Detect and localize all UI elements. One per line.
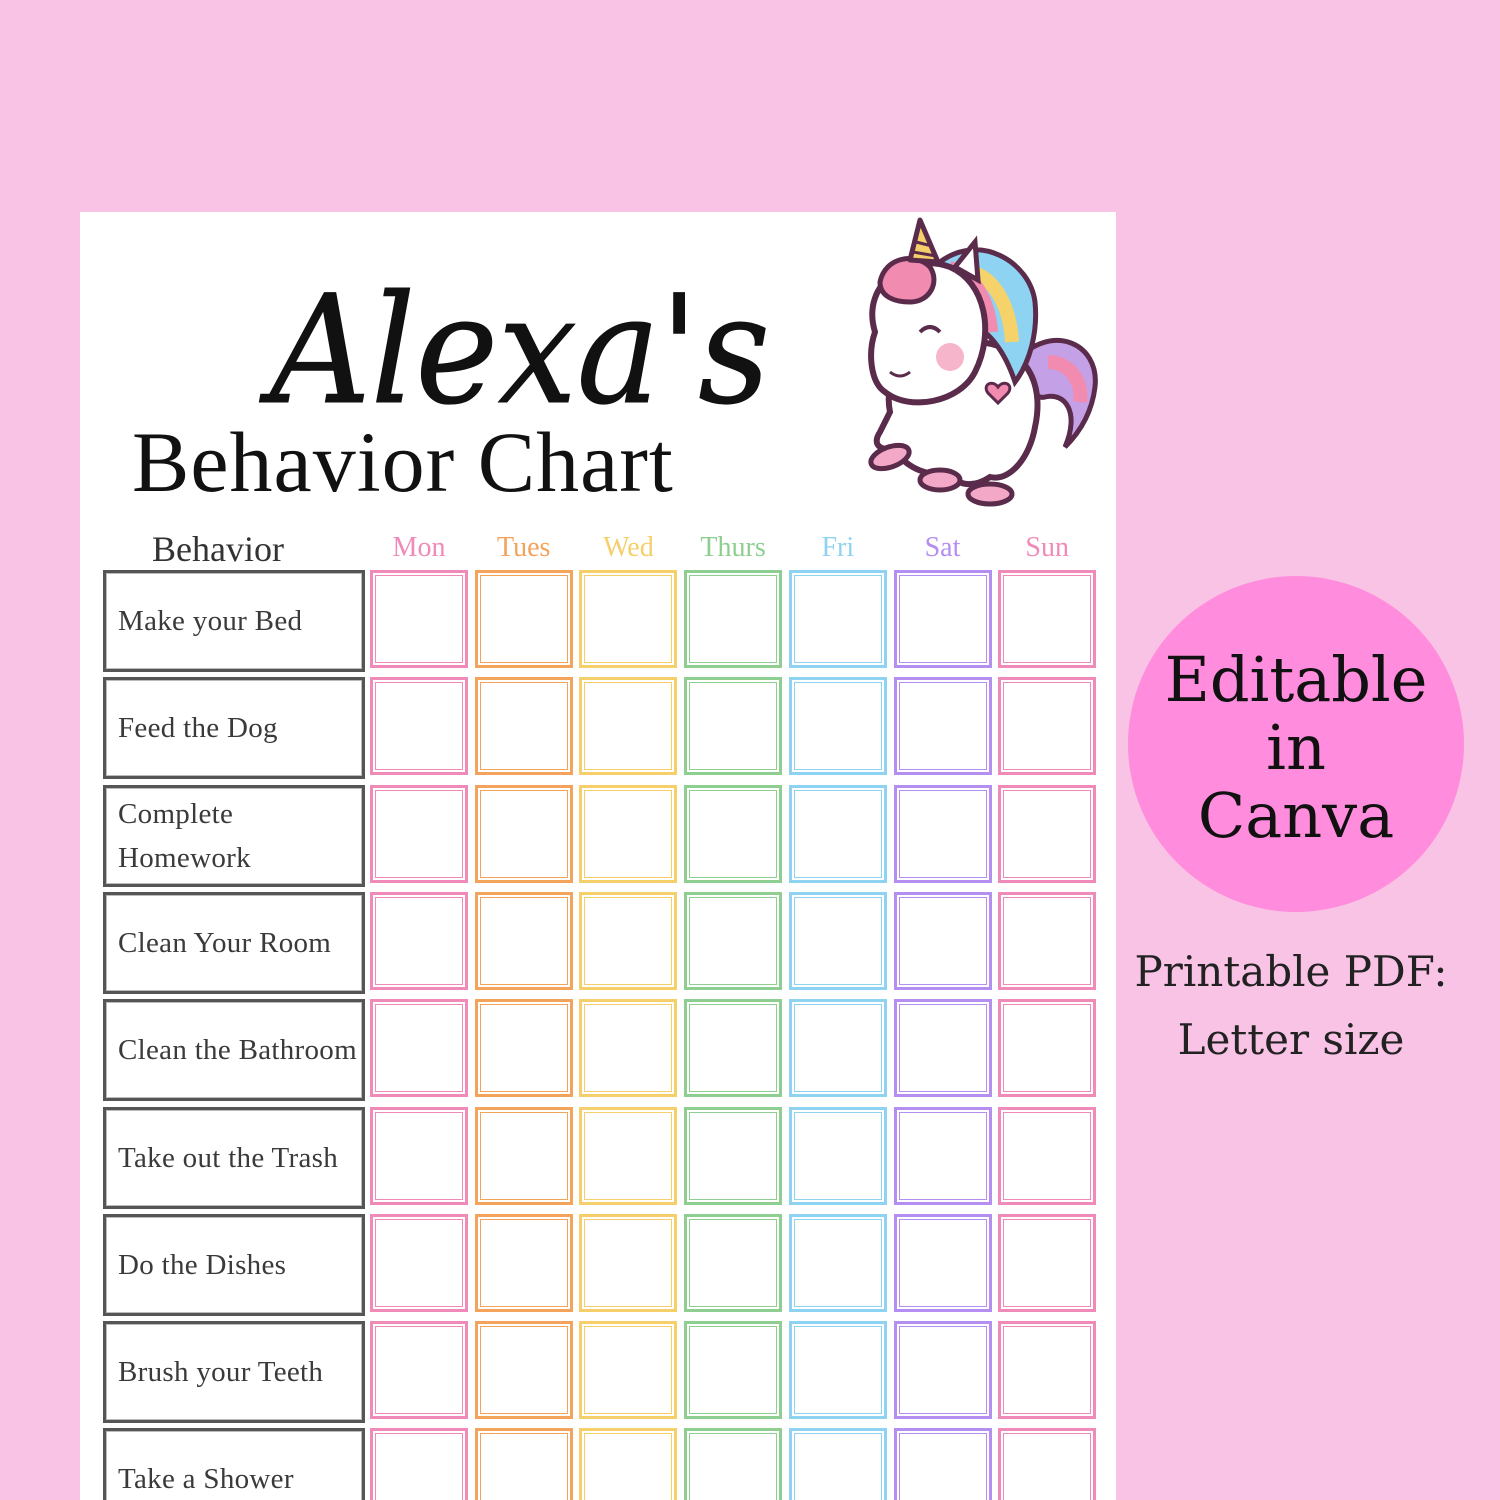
badge-line-1: Editable xyxy=(1164,643,1428,716)
editable-badge xyxy=(1128,576,1464,912)
day-checkbox[interactable] xyxy=(475,1321,573,1419)
day-checkbox[interactable] xyxy=(998,1214,1096,1312)
day-checkbox[interactable] xyxy=(894,1428,992,1500)
day-checkbox[interactable] xyxy=(998,999,1096,1097)
day-checkbox[interactable] xyxy=(370,1428,468,1500)
day-header: Fri xyxy=(821,532,855,563)
day-checkbox[interactable] xyxy=(684,570,782,668)
behavior-row-label xyxy=(103,1321,365,1423)
day-checkbox[interactable] xyxy=(789,677,887,775)
day-checkbox[interactable] xyxy=(579,1107,677,1205)
behavior-label-text: Brush your Teeth xyxy=(118,1356,324,1389)
day-checkbox[interactable] xyxy=(894,1107,992,1205)
day-checkbox[interactable] xyxy=(998,892,1096,990)
day-checkbox[interactable] xyxy=(579,1428,677,1500)
day-checkbox[interactable] xyxy=(684,1428,782,1500)
badge-line-3: Canva xyxy=(1197,779,1395,852)
day-header: Tues xyxy=(496,532,551,563)
day-checkbox[interactable] xyxy=(475,892,573,990)
day-checkbox[interactable] xyxy=(998,570,1096,668)
behavior-row-label xyxy=(103,1214,365,1316)
behavior-label-text: Take out the Trash xyxy=(118,1141,339,1174)
day-checkbox[interactable] xyxy=(894,785,992,883)
behavior-label-text: Clean Your Room xyxy=(118,926,332,959)
day-checkbox[interactable] xyxy=(684,999,782,1097)
day-checkbox[interactable] xyxy=(789,892,887,990)
day-checkbox[interactable] xyxy=(579,1214,677,1312)
behavior-row-label xyxy=(103,785,365,887)
day-checkbox[interactable] xyxy=(684,677,782,775)
day-checkbox[interactable] xyxy=(579,892,677,990)
format-note xyxy=(1118,938,1464,1074)
day-checkbox[interactable] xyxy=(789,1321,887,1419)
day-checkbox[interactable] xyxy=(684,785,782,883)
day-checkbox[interactable] xyxy=(579,677,677,775)
behavior-row-label xyxy=(103,892,365,994)
day-checkbox[interactable] xyxy=(475,1428,573,1500)
script-name-text: Alexa's xyxy=(258,264,770,438)
day-checkbox[interactable] xyxy=(789,1107,887,1205)
format-line-2: Letter size xyxy=(1177,1015,1405,1064)
day-checkbox[interactable] xyxy=(684,1107,782,1205)
day-checkbox[interactable] xyxy=(370,1107,468,1205)
day-checkbox[interactable] xyxy=(894,999,992,1097)
day-checkbox[interactable] xyxy=(579,785,677,883)
day-checkbox[interactable] xyxy=(579,999,677,1097)
format-line-1: Printable PDF: xyxy=(1134,947,1448,996)
day-checkbox[interactable] xyxy=(894,1321,992,1419)
day-header: Sun xyxy=(1025,532,1069,563)
day-checkbox[interactable] xyxy=(998,1107,1096,1205)
behavior-row-label xyxy=(103,1107,365,1209)
day-checkbox[interactable] xyxy=(998,785,1096,883)
badge-text xyxy=(1128,643,1464,852)
badge-line-2: in xyxy=(1266,711,1326,784)
behavior-row-label xyxy=(103,677,365,779)
day-checkbox[interactable] xyxy=(789,1214,887,1312)
day-checkbox[interactable] xyxy=(370,1321,468,1419)
day-checkbox[interactable] xyxy=(789,1428,887,1500)
day-header: Mon xyxy=(392,532,446,563)
day-checkbox[interactable] xyxy=(475,785,573,883)
day-checkbox[interactable] xyxy=(475,999,573,1097)
behavior-column-header: Behavior xyxy=(152,529,284,569)
day-checkbox[interactable] xyxy=(894,677,992,775)
day-checkbox[interactable] xyxy=(998,1321,1096,1419)
behavior-label-text: Feed the Dog xyxy=(118,712,278,745)
day-checkbox[interactable] xyxy=(894,1214,992,1312)
day-checkbox[interactable] xyxy=(684,1214,782,1312)
unicorn-illustration xyxy=(780,212,1110,522)
day-checkbox[interactable] xyxy=(475,1214,573,1312)
day-checkbox[interactable] xyxy=(370,1214,468,1312)
day-checkbox[interactable] xyxy=(370,785,468,883)
day-checkbox[interactable] xyxy=(579,570,677,668)
behavior-label-text: Make your Bed xyxy=(118,605,303,637)
day-checkbox[interactable] xyxy=(475,570,573,668)
behavior-row-label xyxy=(103,1428,365,1500)
day-header: Thurs xyxy=(700,532,766,563)
day-checkbox[interactable] xyxy=(370,999,468,1097)
day-checkbox[interactable] xyxy=(894,570,992,668)
day-checkbox[interactable] xyxy=(579,1321,677,1419)
day-checkbox[interactable] xyxy=(475,677,573,775)
behavior-row-label xyxy=(103,999,365,1101)
behavior-label-text: Do the Dishes xyxy=(118,1248,287,1281)
day-header: Sat xyxy=(924,532,961,563)
chart-title: Behavior Chart xyxy=(132,414,674,510)
day-header: Wed xyxy=(603,532,654,563)
day-checkbox[interactable] xyxy=(998,677,1096,775)
day-checkbox[interactable] xyxy=(684,1321,782,1419)
behavior-label-text: Complete Homework xyxy=(118,797,251,874)
behavior-label-text: Take a Shower xyxy=(118,1463,294,1496)
day-checkbox[interactable] xyxy=(789,785,887,883)
day-checkbox[interactable] xyxy=(370,892,468,990)
behavior-chart-sheet xyxy=(80,212,1116,1500)
day-checkbox[interactable] xyxy=(789,999,887,1097)
day-checkbox[interactable] xyxy=(370,677,468,775)
day-checkbox[interactable] xyxy=(998,1428,1096,1500)
day-checkbox[interactable] xyxy=(894,892,992,990)
day-checkbox[interactable] xyxy=(789,570,887,668)
behavior-row-label xyxy=(103,570,365,672)
day-checkbox[interactable] xyxy=(684,892,782,990)
behavior-label-text: Clean the Bathroom xyxy=(118,1034,357,1067)
day-checkbox[interactable] xyxy=(475,1107,573,1205)
day-checkbox[interactable] xyxy=(370,570,468,668)
